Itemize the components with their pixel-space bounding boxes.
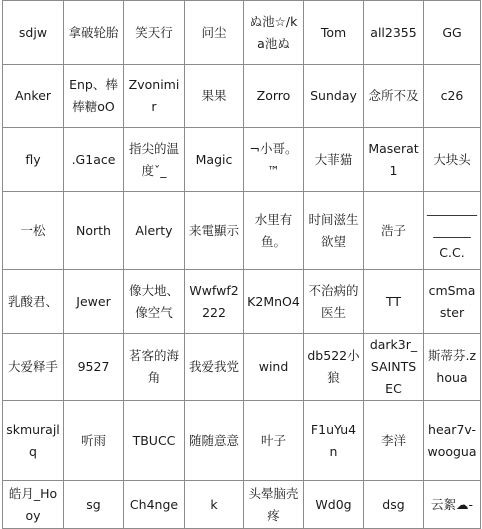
table-cell [304, 192, 364, 270]
table-row [3, 481, 481, 529]
table-cell [364, 481, 424, 529]
cell-text: fly [25, 151, 41, 167]
table-cell [185, 481, 244, 529]
table-cell [124, 334, 185, 401]
cell-text: Zvonimir [128, 77, 180, 114]
cell-text: cmSmaster [428, 282, 476, 320]
cell-text: GG [442, 24, 462, 40]
cell-text: 问尘 [201, 24, 227, 40]
table-cell [124, 481, 185, 529]
cell-text: 指尖的温度ˇ_ [128, 140, 179, 178]
table-cell [244, 65, 304, 128]
cell-text: c26 [440, 88, 464, 103]
cell-text: 大爱释手 [7, 359, 58, 374]
cell-text: Zorro [256, 88, 291, 103]
table-cell [185, 192, 244, 270]
cell-text: 浩子 [380, 222, 406, 238]
cell-text: Tom [320, 24, 347, 40]
cell-text: 乳酸君、 [7, 293, 58, 309]
cell-text: Enp、棒棒糖oO [69, 77, 118, 114]
table-cell [3, 65, 64, 128]
cell-text: 念所不及 [368, 88, 419, 103]
cell-text: Magic [195, 151, 233, 167]
cell-text: Jewer [76, 293, 111, 309]
cell-text: 像大地、像空气 [128, 282, 179, 320]
cell-text: 皓月_Hooy [8, 485, 58, 523]
cell-text: F1uYu4n [310, 421, 357, 459]
table-cell [244, 401, 304, 481]
cell-text: Maserat1 [368, 140, 419, 178]
table-cell [185, 334, 244, 401]
cell-text: Sunday [310, 88, 357, 103]
cell-text: 叶子 [260, 432, 286, 448]
table-cell [124, 1, 185, 65]
table-cell [244, 334, 304, 401]
table-cell [304, 270, 364, 334]
cell-text: Wd0g [315, 496, 352, 512]
cell-text: Wwfwf2222 [189, 282, 239, 320]
cell-text: 不治病的医生 [308, 282, 359, 320]
cell-text: skmurajlq [6, 421, 60, 459]
table-cell [304, 65, 364, 128]
cell-text: all2355 [370, 24, 417, 40]
table-cell [3, 481, 64, 529]
table-cell [64, 192, 124, 270]
table-cell [3, 270, 64, 334]
cell-text: 李洋 [380, 432, 406, 448]
cell-text: North [76, 222, 111, 238]
cell-text: ______________C.C. [427, 200, 477, 260]
contributor-grid [2, 0, 481, 529]
cell-text: 随随意意 [188, 432, 239, 448]
cell-text: sdjw [18, 24, 48, 40]
cell-text: db522小狼 [307, 348, 360, 385]
table-cell [3, 128, 64, 192]
cell-text: 来電顯示 [188, 222, 239, 238]
table-cell [244, 481, 304, 529]
cell-text: Ch4nge [129, 496, 179, 512]
table-cell [64, 128, 124, 192]
cell-text: 听雨 [80, 432, 106, 448]
cell-text: ¬小哥。™ [249, 140, 298, 178]
cell-text: wind [258, 359, 289, 374]
table-cell [304, 401, 364, 481]
table-cell [304, 128, 364, 192]
table-cell [3, 334, 64, 401]
table-cell [64, 401, 124, 481]
table-cell [3, 1, 64, 65]
table-row [3, 1, 481, 65]
table-cell [304, 1, 364, 65]
table-cell [244, 1, 304, 65]
table-cell [124, 65, 185, 128]
grid-body [3, 1, 481, 529]
table-cell [124, 401, 185, 481]
cell-text: dark3r_SAINTSEC [369, 337, 418, 396]
cell-text: 拿破轮胎 [68, 24, 119, 40]
cell-text: Alerty [135, 222, 173, 238]
table-cell [64, 270, 124, 334]
table-cell [3, 401, 64, 481]
table-cell [424, 192, 481, 270]
cell-text: hear7v-wooguа [427, 421, 477, 459]
cell-text: 大菲猫 [314, 151, 353, 167]
table-cell [185, 65, 244, 128]
table-cell [364, 401, 424, 481]
table-row [3, 128, 481, 192]
table-cell [364, 1, 424, 65]
table-cell [364, 128, 424, 192]
table-cell [185, 401, 244, 481]
table-cell [304, 481, 364, 529]
table-cell [244, 270, 304, 334]
cell-text: K2MnO4 [247, 293, 300, 309]
table-cell [304, 334, 364, 401]
cell-text: sg [86, 496, 101, 512]
table-cell [64, 1, 124, 65]
table-cell [364, 270, 424, 334]
table-cell [3, 192, 64, 270]
table-cell [364, 192, 424, 270]
table-cell [424, 270, 481, 334]
cell-text: Anker [14, 88, 52, 103]
cell-text: 云絮☁- [430, 496, 473, 512]
cell-text: 大块头 [433, 151, 471, 167]
table-cell [364, 65, 424, 128]
cell-text: TT [385, 293, 402, 309]
table-cell [185, 128, 244, 192]
cell-text: 头晕脑壳疼 [248, 485, 299, 523]
table-cell [424, 401, 481, 481]
cell-text: .G1ace [71, 151, 116, 167]
cell-text: 9527 [77, 359, 110, 374]
cell-text: 果果 [201, 88, 227, 103]
table-cell [424, 334, 481, 401]
table-cell [244, 128, 304, 192]
cell-text: 茗客的海角 [128, 348, 179, 385]
table-cell [64, 65, 124, 128]
cell-text: 水里有鱼。 [254, 211, 293, 249]
table-cell [424, 481, 481, 529]
cell-text: ぬ池☆/ka池ぬ [249, 13, 298, 51]
table-cell [185, 1, 244, 65]
table-cell [424, 65, 481, 128]
table-cell [64, 481, 124, 529]
cell-text: k [210, 496, 218, 512]
table-cell [424, 128, 481, 192]
cell-text: 我爱我党 [188, 359, 239, 374]
table-cell [424, 1, 481, 65]
cell-text: 斯蒂芬.zhoua [427, 348, 477, 385]
table-cell [244, 192, 304, 270]
table-row [3, 65, 481, 128]
table-row [3, 401, 481, 481]
table-cell [185, 270, 244, 334]
cell-text: TBUCC [132, 432, 176, 448]
cell-text: 时间滋生欲望 [308, 211, 359, 249]
table-cell [124, 192, 185, 270]
table-row [3, 192, 481, 270]
table-cell [364, 334, 424, 401]
table-cell [124, 128, 185, 192]
cell-text: 一松 [20, 222, 46, 238]
cell-text: dsg [382, 496, 405, 512]
table-cell [64, 334, 124, 401]
cell-text: 笑天行 [135, 24, 173, 40]
table-cell [124, 270, 185, 334]
table-row [3, 270, 481, 334]
table-row [3, 334, 481, 401]
